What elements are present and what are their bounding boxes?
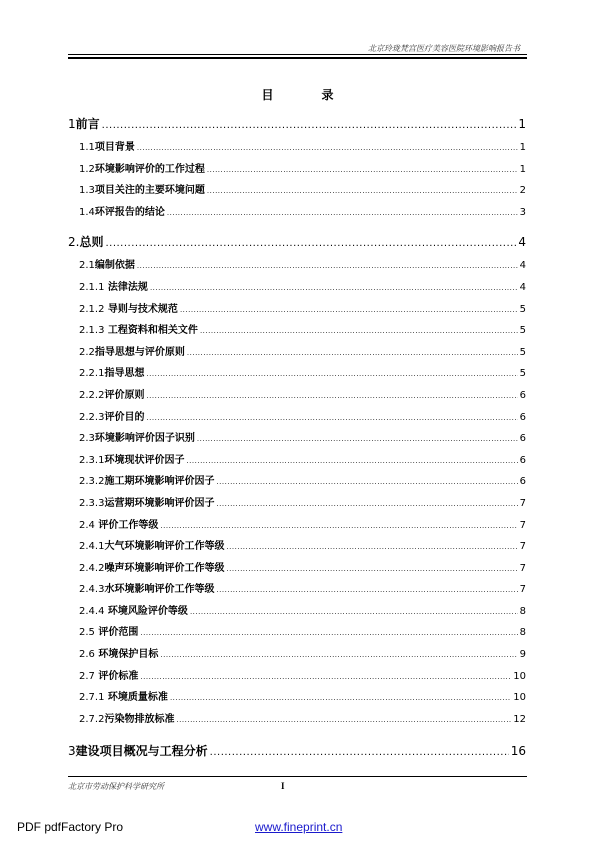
toc-entry-number: 2.7.1: [79, 692, 105, 704]
toc-entry-label: [79, 666, 138, 688]
toc-section-entry[interactable]: [68, 709, 526, 731]
toc-entry-number: 1.4: [79, 206, 95, 218]
toc-page-number: 7: [519, 519, 526, 531]
footer-organization: 北京市劳动保护科学研究所: [68, 782, 164, 791]
toc-dot-leader: [200, 321, 518, 343]
toc-page-number: 8: [519, 627, 526, 639]
toc-dot-leader: [207, 160, 518, 182]
toc-entry-label: [79, 579, 214, 601]
toc-dot-leader: [170, 688, 511, 710]
toc-entry-label: [79, 428, 195, 450]
toc-section-entry[interactable]: [68, 666, 526, 688]
toc-entry-number: 2.4: [79, 519, 95, 531]
toc-chapter-entry[interactable]: [68, 738, 526, 764]
toc-entry-number: 2.3.3: [79, 497, 105, 509]
toc-dot-leader: [140, 623, 517, 645]
toc-page-number: 7: [519, 541, 526, 553]
toc-chapter-entry[interactable]: [68, 229, 526, 255]
toc-dot-leader: [216, 580, 517, 602]
header-rule-thick: [68, 57, 527, 59]
toc-entry-title: 导则与技术规范: [104, 303, 178, 315]
toc-page-number: 7: [519, 562, 526, 574]
toc-entry-title: 指导思想: [104, 368, 145, 380]
toc-dot-leader: [140, 667, 511, 689]
toc-entry-title: 评价工作等级: [94, 519, 159, 531]
toc-entry-label: [79, 320, 198, 342]
toc-dot-leader: [197, 429, 518, 451]
toc-page-number: 5: [519, 368, 526, 380]
toc-page-number: 5: [519, 346, 526, 358]
toc-dot-leader: [146, 386, 517, 408]
toc-entry-title: 环评报告的结论: [94, 206, 165, 218]
toc-entry-label: [68, 738, 208, 764]
toc-entry-number: 2.4.2: [79, 562, 105, 574]
toc-section-entry[interactable]: [68, 180, 526, 202]
toc-entry-number: 2.2.1: [79, 368, 105, 380]
toc-entry-label: [79, 180, 205, 202]
toc-entry-label: [79, 687, 168, 709]
toc-page-number: 5: [519, 303, 526, 315]
toc-entry-title: 前言: [75, 117, 100, 131]
toc-entry-title: 评价范围: [94, 627, 139, 639]
toc-page-number: 1: [518, 117, 526, 131]
toc-entry-label: [79, 601, 188, 623]
toc-entry-number: 2.3.2: [79, 476, 105, 488]
toc-entry-title: 水环境影响评价工作等级: [104, 584, 215, 596]
toc-entry-number: 2.1.2: [79, 303, 105, 315]
toc-page-number: 6: [519, 433, 526, 445]
toc-dot-leader: [186, 451, 517, 473]
toc-entry-title: 评价标准: [94, 670, 139, 682]
toc-section-entry[interactable]: [68, 363, 526, 385]
toc-section-entry[interactable]: [68, 407, 526, 429]
toc-dot-leader: [187, 343, 518, 365]
toc-dot-leader: [105, 231, 516, 257]
toc-entry-title: 环境现状评价因子: [104, 454, 185, 466]
toc-entry-title: 项目关注的主要环境问题: [94, 185, 205, 197]
pdffactory-watermark: PDF pdfFactory Pro: [17, 820, 124, 834]
toc-entry-label: [79, 450, 184, 472]
toc-dot-leader: [180, 300, 518, 322]
toc-dot-leader: [146, 364, 517, 386]
toc-section-entry[interactable]: [68, 515, 526, 537]
toc-page-number: 6: [519, 454, 526, 466]
toc-entry-number: 2.6: [79, 649, 95, 661]
toc-entry-title: 建设项目概况与工程分析: [75, 744, 208, 759]
toc-page-number: 16: [510, 744, 526, 759]
toc-section-gap: [68, 730, 526, 738]
toc-entry-label: [79, 515, 158, 537]
toc-entry-title: 评价目的: [104, 411, 145, 423]
toc-title: 目 录: [261, 88, 352, 102]
toc-entry-title: 噪声环境影响评价工作等级: [104, 562, 225, 574]
toc-entry-label: [79, 471, 214, 493]
toc-page-number: 10: [513, 692, 526, 704]
toc-entry-title: 环境影响评价因子识别: [94, 433, 195, 445]
toc-entry-number: 1: [68, 117, 76, 131]
toc-page-number: 7: [519, 497, 526, 509]
toc-entry-number: 2.4.1: [79, 541, 105, 553]
toc-entry-label: [79, 407, 144, 429]
toc-entry-number: 2.2.3: [79, 411, 105, 423]
toc-entry-number: 2.1: [79, 260, 95, 272]
footer-page-number: I: [281, 781, 285, 791]
toc-chapter-entry[interactable]: [68, 111, 526, 137]
toc-page-number: 6: [519, 411, 526, 423]
toc-entry-title: 施工期环境影响评价因子: [104, 476, 215, 488]
toc-dot-leader: [167, 203, 518, 225]
toc-dot-leader: [210, 740, 509, 766]
header-rule-thin: [68, 54, 527, 55]
toc-entry-title: 总则: [79, 235, 104, 250]
toc-section-entry[interactable]: [68, 428, 526, 450]
toc-entry-title: 运营期环境影响评价因子: [104, 497, 215, 509]
toc-entry-label: [79, 159, 205, 181]
toc-entry-label: [79, 255, 135, 277]
toc-entry-label: [79, 363, 144, 385]
toc-page-number: 7: [519, 584, 526, 596]
toc-entry-title: 编制依据: [94, 260, 135, 272]
toc-page-number: 4: [519, 281, 526, 293]
toc-entry-number: 2.1.1: [79, 281, 105, 293]
toc-dot-leader: [190, 602, 518, 624]
toc-section-entry[interactable]: [68, 558, 526, 580]
toc-entry-title: 环境保护目标: [94, 649, 159, 661]
toc-section-entry[interactable]: [68, 601, 526, 623]
toc-section-entry[interactable]: [68, 202, 526, 224]
toc-section-entry[interactable]: [68, 536, 526, 558]
toc-dot-leader: [102, 113, 517, 139]
toc-page-number: 2: [519, 185, 526, 197]
toc-section-entry[interactable]: [68, 471, 526, 493]
toc-entry-number: 2.2.2: [79, 389, 105, 401]
toc-section-entry[interactable]: [68, 450, 526, 472]
toc-entry-title: 环境影响评价的工作过程: [94, 163, 205, 175]
toc-entry-number: 2.3.1: [79, 454, 105, 466]
toc-entry-number: 2.2: [79, 346, 95, 358]
running-header: 北京玲珑梵宫医疗美容医院环境影响报告书: [368, 44, 520, 53]
toc-section-entry[interactable]: [68, 320, 526, 342]
toc-entry-label: [79, 299, 178, 321]
toc-entry-number: 2.1.3: [79, 325, 105, 337]
toc-entry-title: 环境风险评价等级: [104, 605, 188, 617]
toc-section-entry[interactable]: [68, 579, 526, 601]
toc-dot-leader: [216, 472, 517, 494]
toc-entry-label: [79, 536, 224, 558]
toc-entry-number: 2.4.3: [79, 584, 105, 596]
toc-section-entry[interactable]: [68, 687, 526, 709]
toc-section-entry[interactable]: [68, 159, 526, 181]
toc-dot-leader: [137, 138, 518, 160]
toc-page-number: 1: [519, 163, 526, 175]
toc-dot-leader: [160, 645, 517, 667]
toc-entry-title: 项目背景: [94, 142, 135, 153]
toc-dot-leader: [150, 278, 518, 300]
toc-section-entry[interactable]: [68, 622, 526, 644]
toc-entry-number: 1.2: [79, 163, 95, 175]
toc-dot-leader: [226, 559, 517, 581]
toc-section-entry[interactable]: [68, 493, 526, 515]
toc-entry-title: 工程资料和相关文件: [104, 325, 198, 337]
toc-page-number: 1: [519, 142, 526, 153]
footer-rule: [68, 776, 527, 777]
toc-entry-title: 法律法规: [104, 281, 148, 293]
toc-page-number: 6: [519, 389, 526, 401]
toc-dot-leader: [226, 537, 517, 559]
toc-dot-leader: [207, 181, 518, 203]
toc-entry-number: 1.1: [79, 142, 95, 153]
toc-section-entry[interactable]: [68, 277, 526, 299]
toc-page-number: 3: [519, 206, 526, 218]
toc-entry-title: 评价原则: [104, 389, 145, 401]
toc-page-number: 10: [513, 670, 526, 682]
toc-section-entry[interactable]: [68, 644, 526, 666]
toc-section-entry[interactable]: [68, 299, 526, 321]
toc-entry-number: 3: [68, 744, 76, 759]
toc-entry-number: 2.3: [79, 433, 95, 445]
toc-entry-label: [79, 644, 158, 666]
fineprint-link[interactable]: www.fineprint.cn: [255, 820, 343, 834]
toc-entry-label: [79, 558, 224, 580]
toc-page-number: 8: [519, 605, 526, 617]
toc-page-number: 4: [519, 260, 526, 272]
toc-entry-label: [79, 709, 174, 731]
table-of-contents: [68, 111, 526, 764]
toc-entry-label: [79, 342, 185, 364]
toc-entry-title: 大气环境影响评价工作等级: [104, 541, 225, 553]
toc-section-entry[interactable]: [68, 342, 526, 364]
toc-section-entry[interactable]: [68, 137, 526, 159]
toc-section-entry[interactable]: [68, 385, 526, 407]
toc-dot-leader: [176, 710, 511, 732]
toc-entry-title: 环境质量标准: [104, 692, 168, 704]
toc-entry-title: 污染物排放标准: [104, 713, 175, 725]
toc-page-number: 6: [519, 476, 526, 488]
toc-entry-title: 指导思想与评价原则: [94, 346, 185, 358]
toc-entry-label: [79, 385, 144, 407]
toc-entry-number: 2.: [68, 235, 80, 250]
toc-entry-number: 1.3: [79, 185, 95, 197]
toc-entry-label: [68, 111, 100, 137]
toc-entry-number: 2.5: [79, 627, 95, 639]
toc-entry-number: 2.4.4: [79, 605, 105, 617]
toc-entry-label: [79, 493, 214, 515]
toc-page-number: 4: [518, 235, 526, 250]
toc-entry-label: [79, 277, 148, 299]
toc-dot-leader: [137, 256, 518, 278]
toc-dot-leader: [146, 408, 517, 430]
toc-page-number: 5: [519, 325, 526, 337]
toc-entry-number: 2.7: [79, 670, 95, 682]
toc-entry-label: [79, 622, 138, 644]
toc-entry-label: [68, 229, 103, 255]
toc-page-number: 9: [519, 649, 526, 661]
toc-dot-leader: [160, 516, 517, 538]
toc-section-entry[interactable]: [68, 255, 526, 277]
toc-entry-label: [79, 202, 165, 224]
toc-page-number: 12: [513, 713, 526, 725]
toc-entry-number: 2.7.2: [79, 713, 105, 725]
toc-dot-leader: [216, 494, 517, 516]
toc-entry-label: [79, 137, 135, 159]
